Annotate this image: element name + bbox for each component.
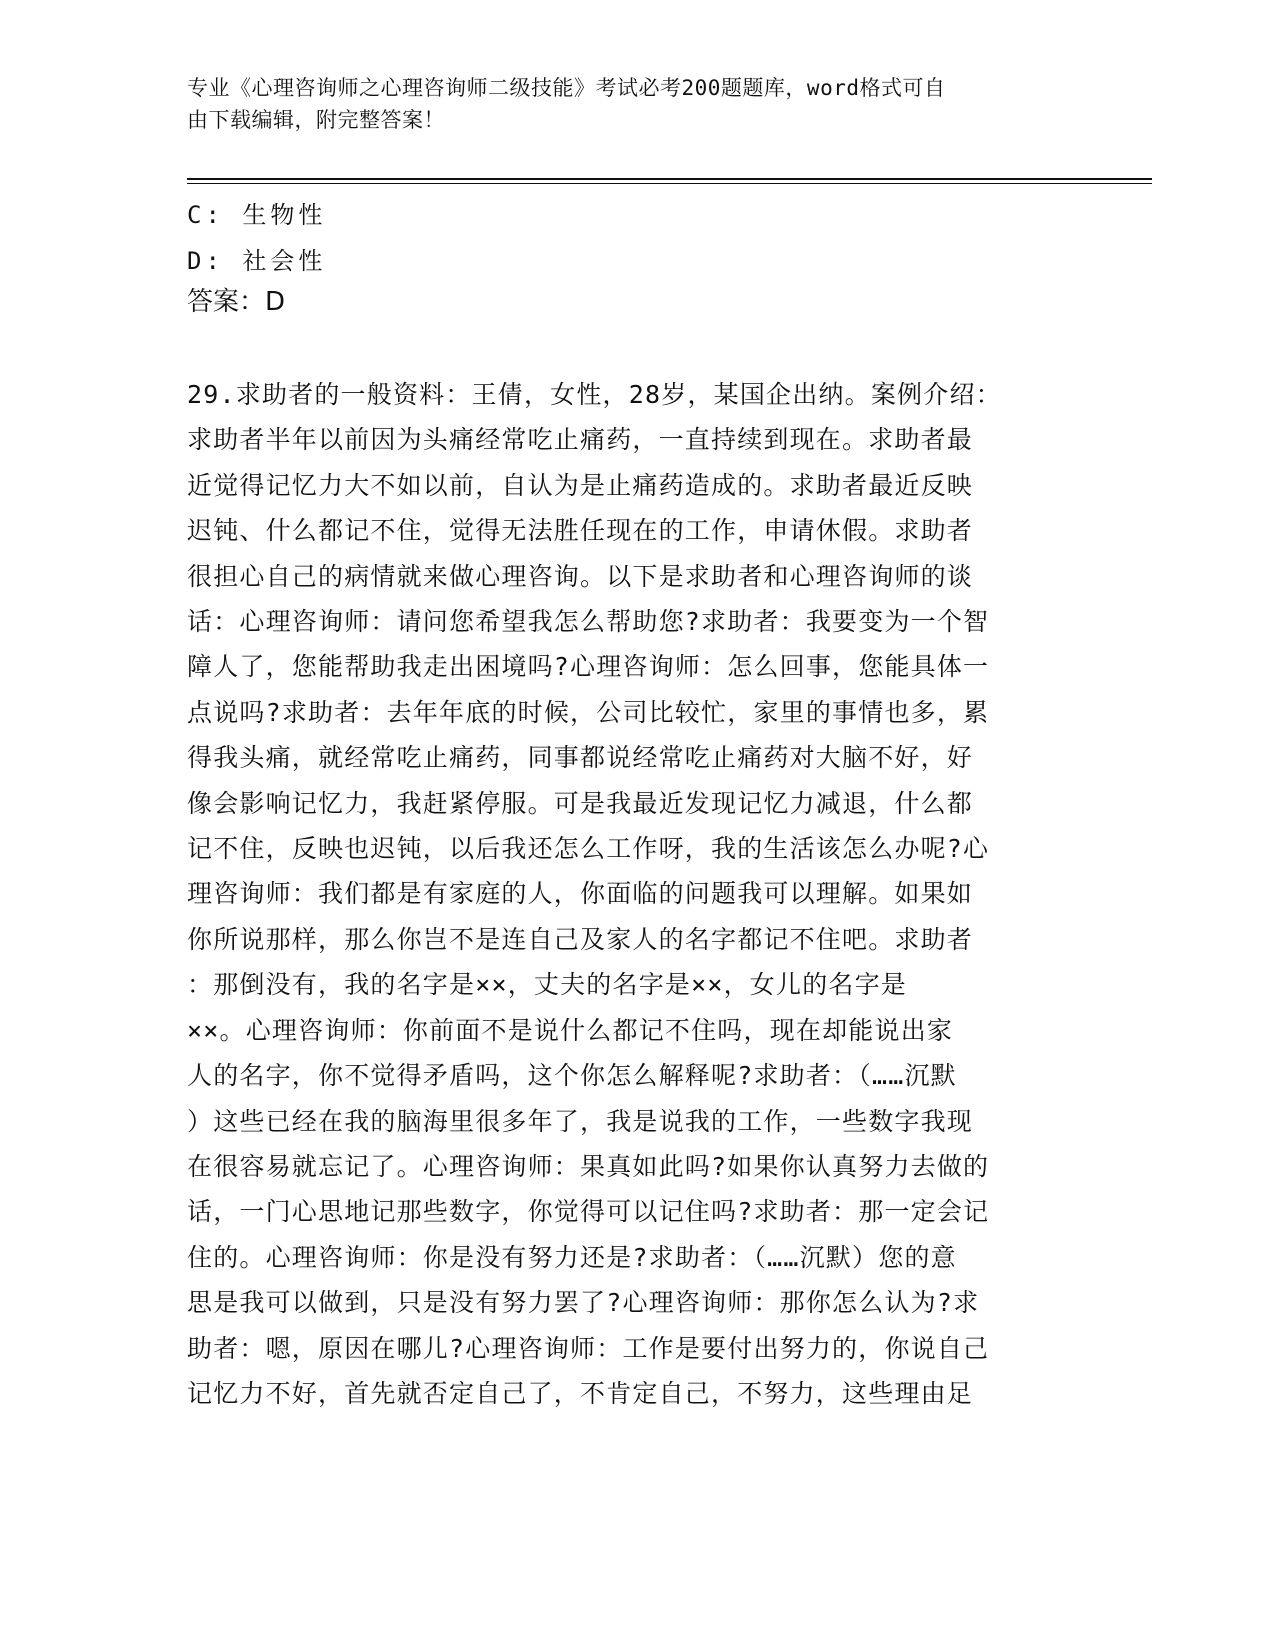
question-29-text (187, 372, 1077, 1416)
question-line: 近觉得记忆力大不如以前，自认为是止痛药造成的。求助者最近反映 (187, 470, 974, 500)
question-line: 在很容易就忘记了。心理咨询师：果真如此吗?如果你认真努力去做的 (187, 1151, 990, 1181)
question-line: 很担心自己的病情就来做心理咨询。以下是求助者和心理咨询师的谈 (187, 561, 974, 591)
question-line: ）这些已经在我的脑海里很多年了，我是说我的工作，一些数字我现 (187, 1106, 974, 1136)
question-line: 你所说那样，那么你岂不是连自己及家人的名字都记不住吧。求助者 (187, 924, 974, 954)
question-line: ：那倒没有，我的名字是××，丈夫的名字是××，女儿的名字是 (187, 970, 908, 1000)
question-line: 29.求助者的一般资料：王倩，女性，28岁，某国企出纳。案例介绍： (187, 380, 1002, 409)
question-line: 记忆力不好，首先就否定自己了，不肯定自己，不努力，这些理由足 (187, 1378, 974, 1408)
question-line: 点说吗?求助者：去年年底的时候，公司比较忙，家里的事情也多，累 (187, 697, 990, 727)
question-line: 求助者半年以前因为头痛经常吃止痛药，一直持续到现在。求助者最 (187, 425, 974, 455)
header-line-2: 由下载编辑，附完整答案！ (187, 108, 445, 132)
question-line: 像会影响记忆力，我赶紧停服。可是我最近发现记忆力减退，什么都 (187, 788, 974, 818)
header-line-1: 专业《心理咨询师之心理咨询师二级技能》考试必考200题题库，word格式可自 (187, 76, 946, 100)
question-line: 住的。心理咨询师：你是没有努力还是?求助者：（……沉默）您的意 (187, 1242, 957, 1272)
question-line: 迟钝、什么都记不住，觉得无法胜任现在的工作，申请休假。求助者 (187, 516, 974, 546)
header-divider-thin (187, 183, 1152, 184)
question-line: 思是我可以做到，只是没有努力罢了?心理咨询师：那你怎么认为?求 (187, 1288, 980, 1318)
question-line: 障人了，您能帮助我走出困境吗?心理咨询师：怎么回事，您能具体一 (187, 652, 990, 682)
question-line: 话：心理咨询师：请问您希望我怎么帮助您?求助者：我要变为一个智 (187, 607, 990, 637)
question-line: 人的名字，你不觉得矛盾吗，这个你怎么解释呢?求助者：（……沉默 (187, 1061, 957, 1091)
answer-options (187, 192, 326, 284)
question-line: ××。心理咨询师：你前面不是说什么都记不住吗，现在却能说出家 (187, 1015, 954, 1045)
header-divider-thick (187, 178, 1152, 180)
question-line: 记不住，反映也迟钝，以后我还怎么工作呀，我的生活该怎么办呢?心 (187, 834, 990, 864)
option-c: C: 生物性 (187, 201, 327, 229)
question-line: 助者：嗯，原因在哪儿?心理咨询师：工作是要付出努力的，你说自己 (187, 1333, 990, 1363)
answer-text: 答案：D (187, 287, 286, 317)
question-line: 理咨询师：我们都是有家庭的人，你面临的问题我可以理解。如果如 (187, 879, 974, 909)
option-d: D: 社会性 (187, 247, 327, 275)
question-line: 得我头痛，就经常吃止痛药，同事都说经常吃止痛药对大脑不好，好 (187, 743, 974, 773)
question-line: 话，一门心思地记那些数字，你觉得可以记住吗?求助者：那一定会记 (187, 1197, 990, 1227)
document-header (187, 72, 1067, 136)
